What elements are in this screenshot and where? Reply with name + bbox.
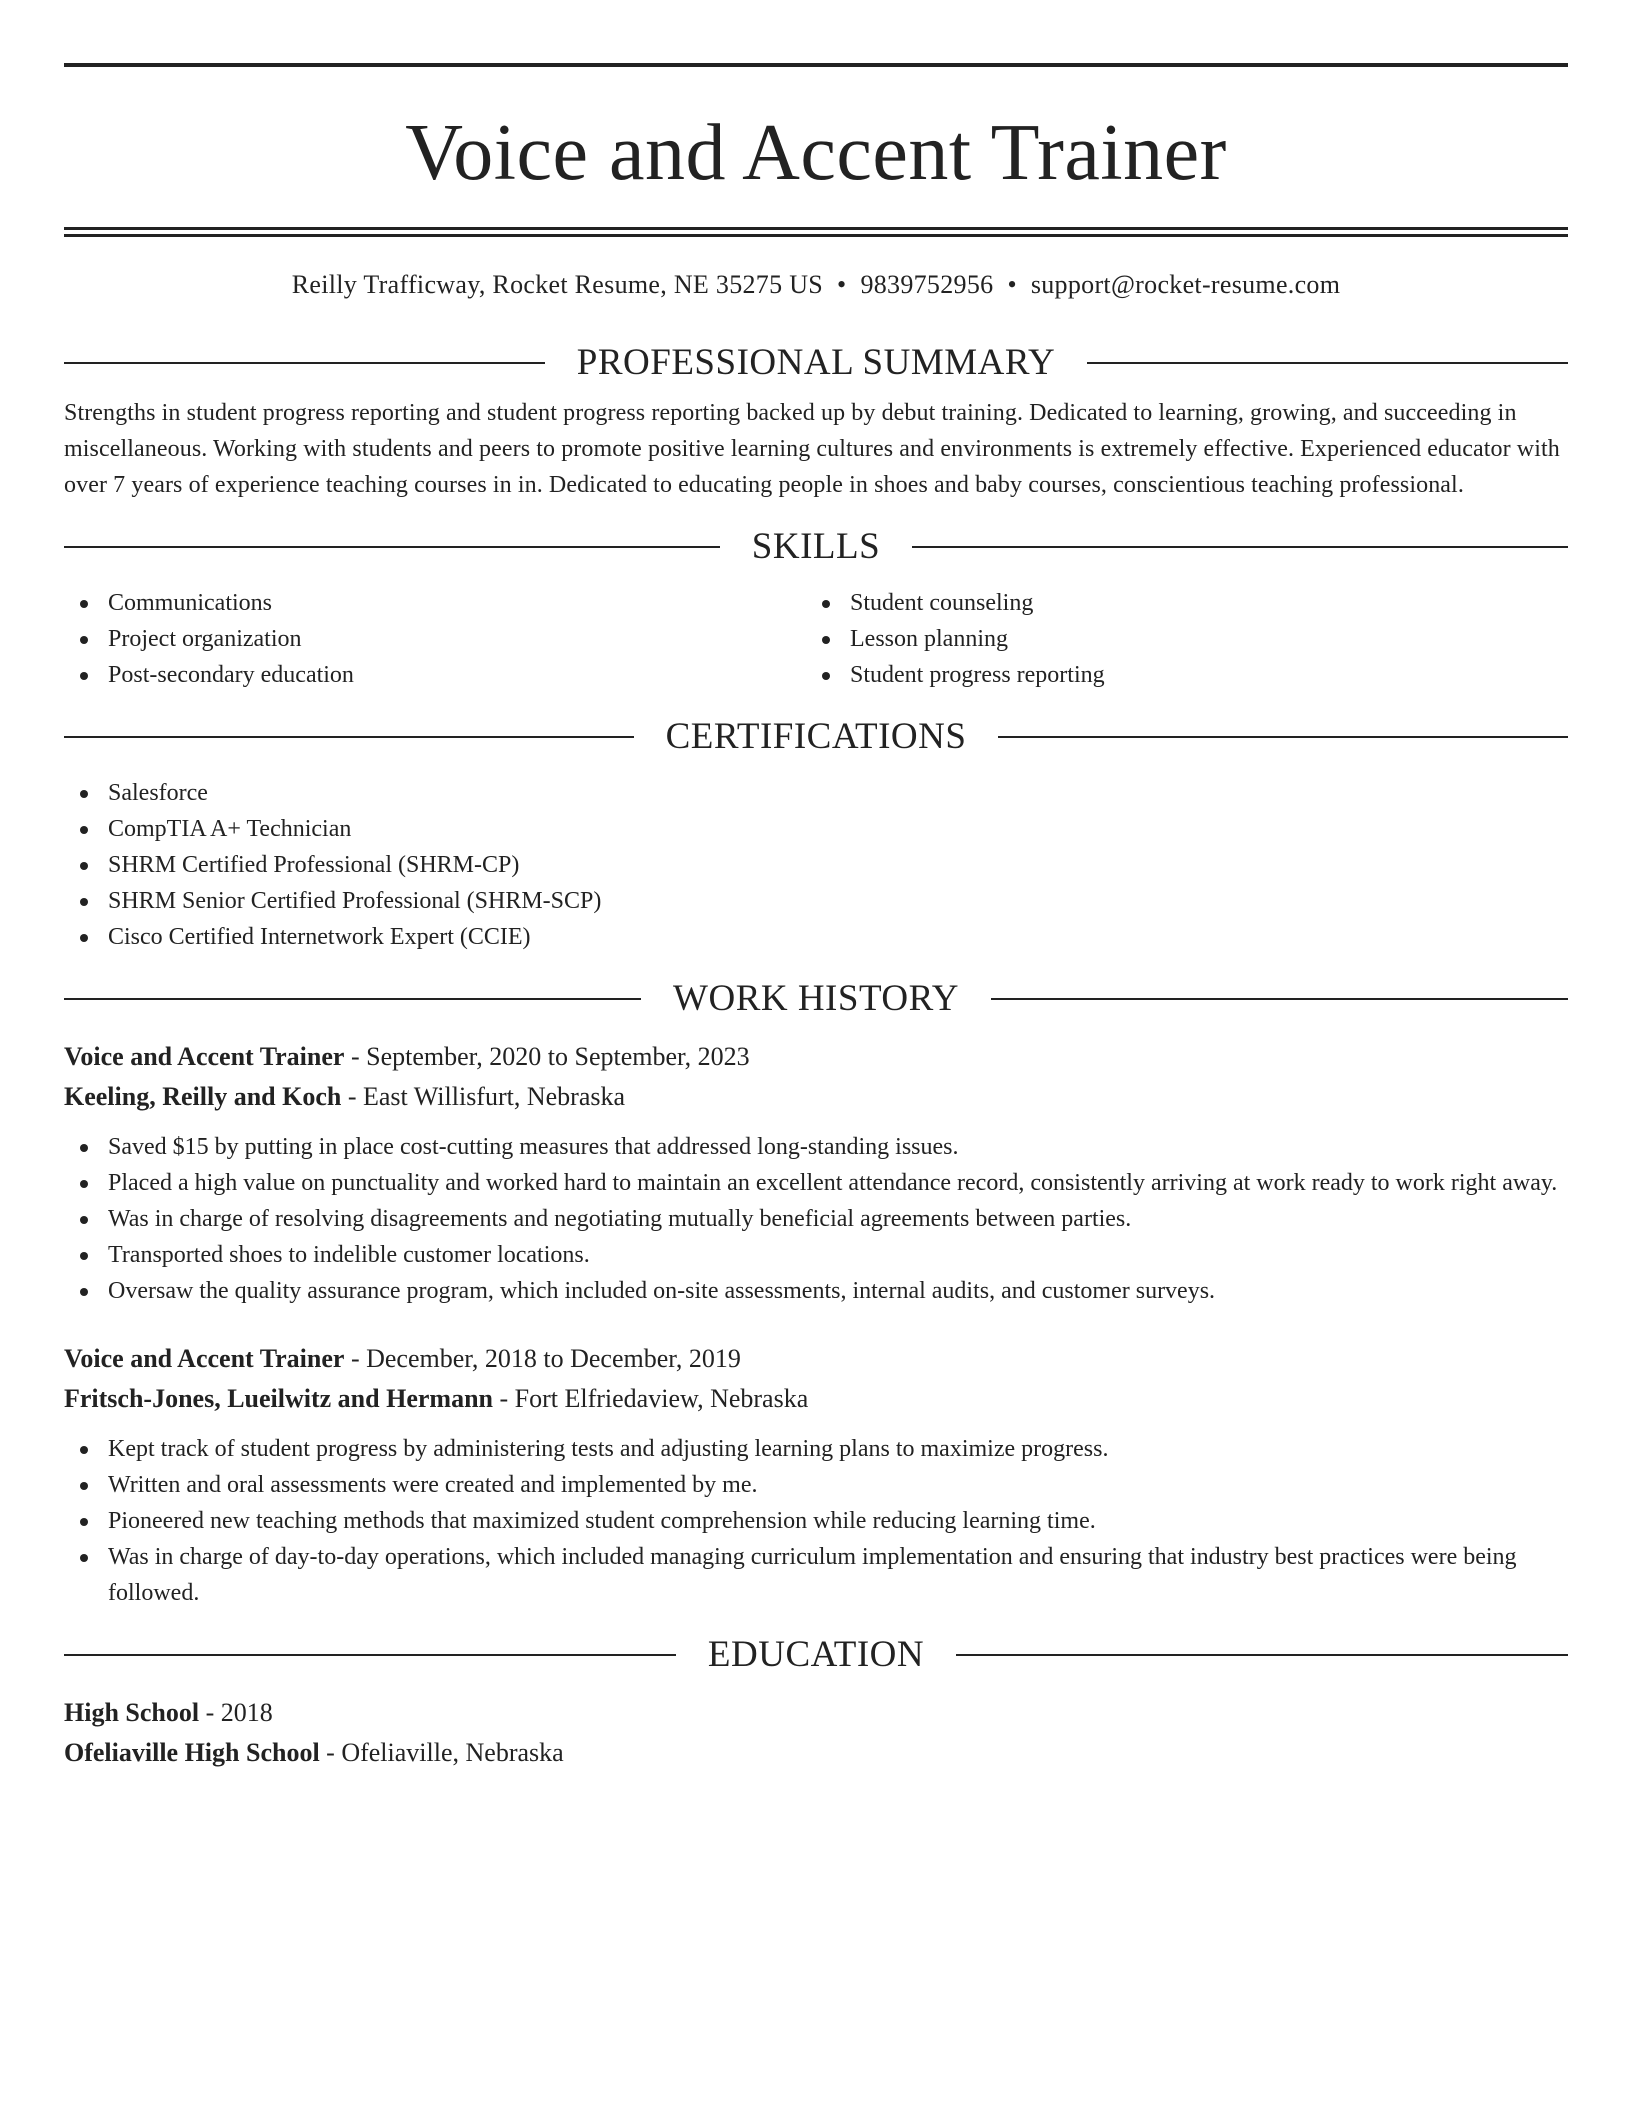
contact-line xyxy=(64,269,1568,301)
bullet-dot xyxy=(80,672,88,680)
bullet-dot xyxy=(822,600,830,608)
job-company-line xyxy=(64,1077,1568,1117)
bullet-dot xyxy=(80,826,88,834)
job-bullet-text: Was in charge of day-to-day operations, which included managing curriculum implementation and ensuring that industry best practices were being followed. xyxy=(108,1544,1517,1606)
job-title-line xyxy=(64,1037,1568,1077)
section-rule-left xyxy=(64,546,720,548)
certification-item xyxy=(64,811,1568,847)
skill-label: Student counseling xyxy=(850,590,1034,616)
section-rule-right xyxy=(956,1654,1568,1656)
summary-text: Strengths in student progress reporting and student progress reporting backed up by debut training. Dedicated to learning, growing, and succeeding in miscellaneous. Working with students and peers to promote positive learning cultures and environments is extremely effective. Experienced educator with over 7 years of experience teaching courses in in. Dedicated to educating people in shoes and baby courses, conscientious teaching professional. xyxy=(64,400,1560,498)
skill-item xyxy=(806,585,1548,621)
certifications-list xyxy=(64,775,1568,955)
skills-list-right xyxy=(806,585,1548,693)
skill-label: Post-secondary education xyxy=(108,662,354,688)
job-company-line xyxy=(64,1379,1568,1419)
certification-item xyxy=(64,883,1568,919)
job-title: Voice and Accent Trainer xyxy=(64,1344,345,1373)
section-header-certifications xyxy=(64,715,1568,759)
job-dates: - September, 2020 to September, 2023 xyxy=(344,1042,750,1071)
header-double-rule xyxy=(64,227,1568,237)
education-school: Ofeliaville High School xyxy=(64,1738,320,1767)
education-location: - Ofeliaville, Nebraska xyxy=(319,1738,564,1767)
section-title-certifications: CERTIFICATIONS xyxy=(665,716,967,757)
certification-item xyxy=(64,775,1568,811)
section-header-education xyxy=(64,1633,1568,1677)
bullet-dot xyxy=(80,1518,88,1526)
education-degree-line xyxy=(64,1693,1568,1733)
skill-label: Project organization xyxy=(108,626,302,652)
job-bullet xyxy=(64,1467,1568,1503)
bullet-dot xyxy=(80,898,88,906)
section-rule-left xyxy=(64,998,641,1000)
skills-list-left xyxy=(64,585,806,693)
contact-phone: 9839752956 xyxy=(860,270,994,299)
certification-label: Cisco Certified Internetwork Expert (CCIE) xyxy=(108,924,531,950)
section-rule-right xyxy=(991,998,1568,1000)
skill-item xyxy=(64,657,806,693)
job-company: Keeling, Reilly and Koch xyxy=(64,1082,342,1111)
section-title-education: EDUCATION xyxy=(707,1634,925,1675)
certification-label: CompTIA A+ Technician xyxy=(108,816,352,842)
bullet-dot xyxy=(822,672,830,680)
certification-label: SHRM Senior Certified Professional (SHRM-SCP) xyxy=(108,888,602,914)
skills-grid xyxy=(64,585,1568,693)
job-bullet xyxy=(64,1201,1568,1237)
job-bullet xyxy=(64,1503,1568,1539)
contact-separator: • xyxy=(1007,270,1017,299)
job-bullet-text: Pioneered new teaching methods that maximized student comprehension while reducing learning time. xyxy=(108,1508,1096,1534)
section-title-skills: SKILLS xyxy=(751,526,881,567)
section-title-summary: PROFESSIONAL SUMMARY xyxy=(576,342,1056,383)
bullet-dot xyxy=(80,1446,88,1454)
education-year: - 2018 xyxy=(199,1698,273,1727)
certification-item xyxy=(64,847,1568,883)
skill-item xyxy=(64,585,806,621)
resume-title: Voice and Accent Trainer xyxy=(405,109,1227,197)
job-bullet xyxy=(64,1237,1568,1273)
job-bullet xyxy=(64,1273,1568,1309)
job-bullet-text: Placed a high value on punctuality and worked hard to maintain an excellent attendance record, consistently arriving at work ready to work right away. xyxy=(108,1170,1558,1196)
education-degree: High School xyxy=(64,1698,200,1727)
job-bullet-text: Saved $15 by putting in place cost-cutting measures that addressed long-standing issues. xyxy=(108,1134,959,1160)
section-rule-right xyxy=(1087,362,1568,364)
education-school-line xyxy=(64,1733,1568,1773)
job-company: Fritsch-Jones, Lueilwitz and Hermann xyxy=(64,1384,493,1413)
section-rule-right xyxy=(998,736,1568,738)
bullet-dot xyxy=(822,636,830,644)
job-title-line xyxy=(64,1339,1568,1379)
job-bullet-text: Oversaw the quality assurance program, which included on-site assessments, internal audits, and customer surveys. xyxy=(108,1278,1216,1304)
job-bullet xyxy=(64,1431,1568,1467)
job-entry xyxy=(64,1037,1568,1309)
certification-label: SHRM Certified Professional (SHRM-CP) xyxy=(108,852,520,878)
contact-email: support@rocket-resume.com xyxy=(1030,270,1341,299)
job-bullet xyxy=(64,1129,1568,1165)
contact-separator: • xyxy=(837,270,847,299)
skill-label: Lesson planning xyxy=(850,626,1008,652)
section-header-summary xyxy=(64,341,1568,385)
job-bullet-text: Was in charge of resolving disagreements and negotiating mutually beneficial agreements between parties. xyxy=(108,1206,1132,1232)
job-location: - Fort Elfriedaview, Nebraska xyxy=(493,1384,809,1413)
job-entry xyxy=(64,1339,1568,1611)
section-title-work-history: WORK HISTORY xyxy=(673,978,959,1019)
bullet-dot xyxy=(80,1252,88,1260)
certification-label: Salesforce xyxy=(108,780,208,806)
job-bullets xyxy=(64,1431,1568,1611)
contact-address: Reilly Trafficway, Rocket Resume, NE 35275 US xyxy=(291,270,824,299)
job-location: - East Willisfurt, Nebraska xyxy=(341,1082,626,1111)
certification-item xyxy=(64,919,1568,955)
section-rule-left xyxy=(64,1654,676,1656)
job-dates: - December, 2018 to December, 2019 xyxy=(344,1344,741,1373)
bullet-dot xyxy=(80,1554,88,1562)
bullet-dot xyxy=(80,1144,88,1152)
bullet-dot xyxy=(80,1288,88,1296)
job-bullets xyxy=(64,1129,1568,1309)
bullet-dot xyxy=(80,862,88,870)
bullet-dot xyxy=(80,1216,88,1224)
bullet-dot xyxy=(80,1180,88,1188)
job-bullet xyxy=(64,1539,1568,1611)
education-entry xyxy=(64,1693,1568,1773)
bullet-dot xyxy=(80,1482,88,1490)
bullet-dot xyxy=(80,790,88,798)
header-top-rule xyxy=(64,63,1568,67)
job-bullet-text: Written and oral assessments were created and implemented by me. xyxy=(108,1472,758,1498)
skill-label: Communications xyxy=(108,590,272,616)
job-bullet-text: Transported shoes to indelible customer locations. xyxy=(108,1242,590,1268)
section-rule-right xyxy=(912,546,1568,548)
skill-item xyxy=(806,621,1548,657)
section-rule-left xyxy=(64,736,634,738)
section-rule-left xyxy=(64,362,545,364)
bullet-dot xyxy=(80,636,88,644)
bullet-dot xyxy=(80,934,88,942)
section-header-work-history xyxy=(64,977,1568,1021)
skill-item xyxy=(64,621,806,657)
job-title: Voice and Accent Trainer xyxy=(64,1042,345,1071)
section-header-skills xyxy=(64,525,1568,569)
job-bullet-text: Kept track of student progress by administering tests and adjusting learning plans to maximize progress. xyxy=(108,1436,1109,1462)
skill-label: Student progress reporting xyxy=(850,662,1105,688)
job-bullet xyxy=(64,1165,1568,1201)
bullet-dot xyxy=(80,600,88,608)
skill-item xyxy=(806,657,1548,693)
